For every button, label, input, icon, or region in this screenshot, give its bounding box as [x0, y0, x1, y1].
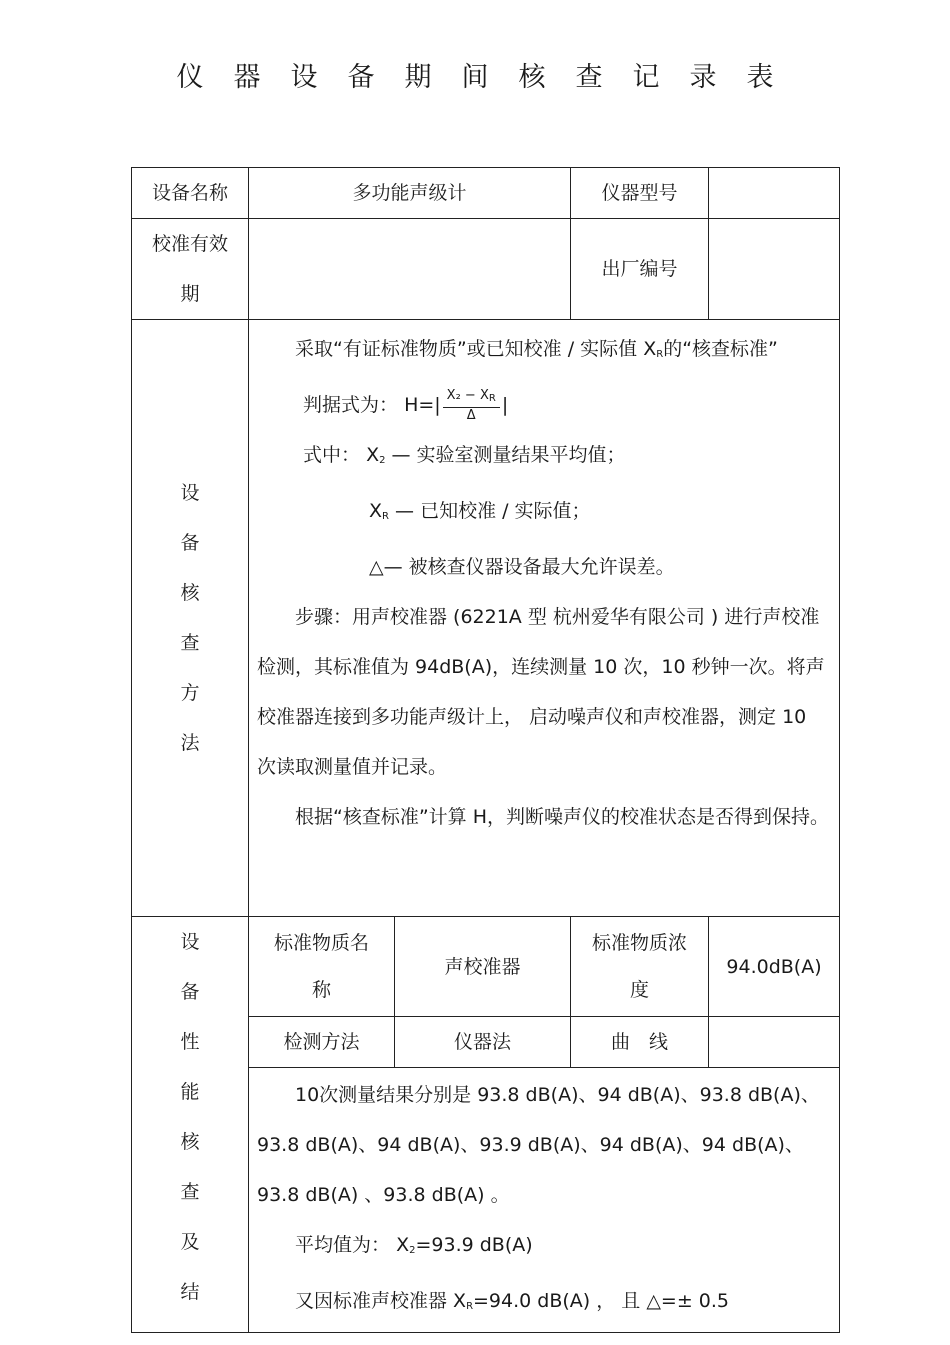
method-label-char: 备: [180, 532, 200, 554]
formula-fraction: $\frac{X_2 - X_R}{\Delta}$: [443, 388, 500, 424]
std-conc-label: 标准物质浓 度: [571, 917, 709, 1017]
perf-label-char: 及: [180, 1231, 200, 1253]
record-table: [131, 167, 840, 1333]
performance-section-label: [132, 917, 249, 1333]
average-line: 平均值为： $X_2=93.9$ dB(A): [295, 1234, 533, 1256]
method-steps: 步骤：用声校准器 (6221A 型 杭州爱华有限公司 ) 进行声校准检测，其标准值为 94dB(A)，连续测量 10 次，10 秒钟一次。将声校准器连接到多功能声级计上， 启动噪声仪和声校准器，测定 10 次读取测量值并记录。: [257, 606, 825, 778]
perf-label-char: 能: [180, 1081, 200, 1103]
delta-definition: △— 被核查仪器设备最大允许误差。: [369, 556, 675, 578]
serial-value: [709, 219, 840, 320]
results-content: [249, 1068, 840, 1333]
method-label-char: 设: [180, 482, 200, 504]
calib-value: [249, 219, 571, 320]
std-conc-value: 94.0dB(A): [709, 917, 840, 1017]
method-judge: 根据“核查标准”计算 H，判断噪声仪的校准状态是否得到保持。: [295, 806, 830, 828]
calib-label-line2: 期: [180, 283, 200, 305]
perf-label-char: 备: [180, 981, 200, 1003]
formula-line: 判据式为： H=| $\frac{X_2 - X_R}{\Delta}$ |: [303, 387, 509, 423]
method-value: 仪器法: [395, 1017, 571, 1068]
method-label-char: 查: [180, 632, 200, 654]
model-value: [709, 168, 840, 219]
method-content: [249, 320, 840, 917]
device-name-label: 设备名称: [132, 168, 249, 219]
method-label: 检测方法: [249, 1017, 395, 1068]
device-name-value: 多功能声级计: [249, 168, 571, 219]
curve-value: [709, 1017, 840, 1068]
page-title: 仪器设备期间核查记录表: [176, 62, 804, 93]
perf-label-char: 性: [180, 1031, 200, 1053]
measurement-results: 10次测量结果分别是 93.8 dB(A)、94 dB(A)、93.8 dB(A)、93.8 dB(A)、94 dB(A)、93.9 dB(A)、94 dB(A)、94 dB(A)、93.8 dB(A) 、93.8 dB(A) 。: [257, 1084, 820, 1206]
calib-label-line1: 校准有效: [151, 233, 228, 255]
method-label-char: 法: [180, 732, 200, 754]
perf-label-char: 结: [180, 1281, 200, 1303]
x2-definition: 式中： $X_2$ — 实验室测量结果平均值；: [303, 444, 626, 466]
curve-label: 曲 线: [571, 1017, 709, 1068]
xr-definition: $X_R$ — 已知校准 / 实际值；: [369, 500, 591, 522]
perf-label-char: 查: [180, 1181, 200, 1203]
perf-label-char: 核: [180, 1131, 200, 1153]
std-name-label: 标准物质名 称: [249, 917, 395, 1017]
method-label-char: 方: [180, 682, 200, 704]
model-label: 仪器型号: [571, 168, 709, 219]
serial-label: 出厂编号: [571, 219, 709, 320]
method-intro: 采取“有证标准物质”或已知校准 / 实际值 $X_R$的“核查标准”: [295, 338, 778, 360]
method-section-label: [132, 320, 249, 917]
std-name-value: 声校准器: [395, 917, 571, 1017]
calib-label: [132, 219, 249, 320]
method-label-char: 核: [180, 582, 200, 604]
perf-label-char: 设: [180, 931, 200, 953]
standard-line: 又因标准声校准器 $X_R=94.0$ dB(A) ， 且 △=± 0.5: [295, 1290, 730, 1312]
